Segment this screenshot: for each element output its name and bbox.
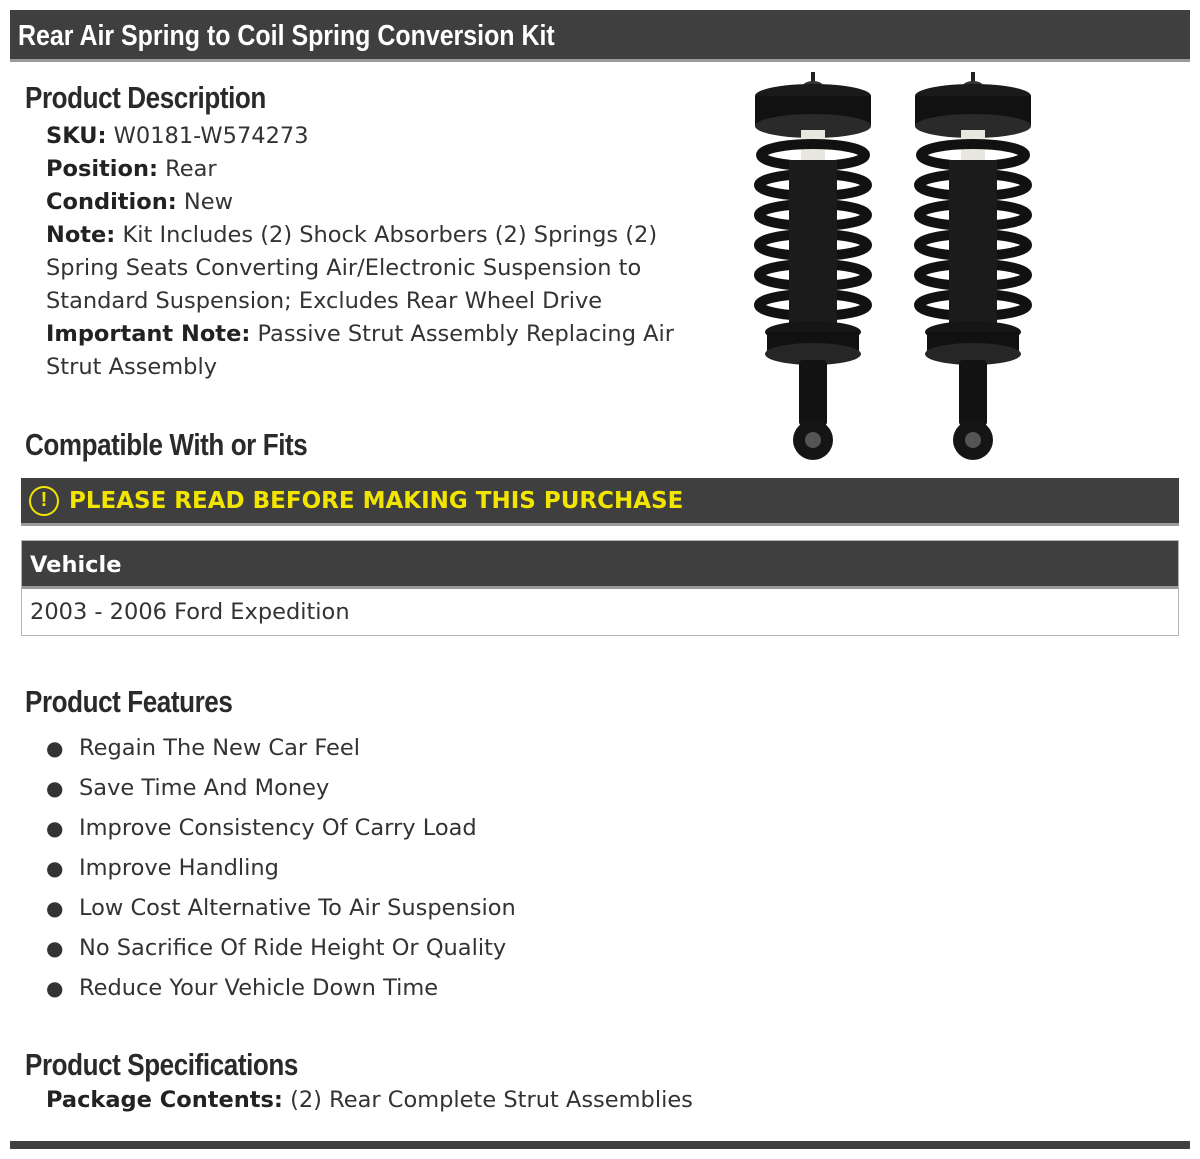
package-contents-row: [46, 1087, 693, 1113]
exclamation-circle-icon: !: [29, 486, 59, 516]
product-description-heading: Product Description: [25, 80, 266, 115]
important-note-value: Passive Strut Assembly Replacing Air Strut Assembly: [46, 321, 675, 380]
package-contents-label: Package Contents:: [46, 1087, 283, 1113]
list-item: ● Improve Handling: [46, 855, 279, 881]
important-note-row: [46, 318, 736, 384]
list-item: ● No Sacrifice Of Ride Height Or Quality: [46, 935, 507, 961]
features-list: [46, 728, 516, 1008]
sku-label: SKU:: [46, 123, 107, 149]
list-item: ● Improve Consistency Of Carry Load: [46, 815, 477, 841]
position-row: [46, 153, 736, 186]
vehicle-table: [21, 540, 1179, 636]
note-row: [46, 219, 736, 318]
page-title-bar: [10, 10, 1190, 62]
vehicle-table-row: 2003 - 2006 Ford Expedition: [30, 599, 350, 625]
product-specifications-heading: Product Specifications: [25, 1047, 298, 1082]
list-item: ● Save Time And Money: [46, 775, 330, 801]
list-item: ● Regain The New Car Feel: [46, 735, 360, 761]
condition-label: Condition:: [46, 189, 177, 215]
note-label: Note:: [46, 222, 116, 248]
list-item: ● Low Cost Alternative To Air Suspension: [46, 895, 516, 921]
vehicle-table-header: Vehicle: [22, 541, 1178, 589]
list-item: ● Reduce Your Vehicle Down Time: [46, 975, 439, 1001]
alert-text: PLEASE READ BEFORE MAKING THIS PURCHASE: [69, 487, 684, 514]
sku-row: [46, 120, 736, 153]
condition-value: New: [183, 189, 233, 215]
condition-row: [46, 186, 736, 219]
compatible-heading: Compatible With or Fits: [25, 427, 308, 462]
strut-assembly-left: [755, 72, 871, 460]
note-value: Kit Includes (2) Shock Absorbers (2) Springs (2) Spring Seats Converting Air/Electronic Suspension to Standard Suspension; Excludes Rear Wheel Drive: [46, 222, 658, 314]
purchase-alert: [21, 478, 1179, 526]
product-features-heading: Product Features: [25, 684, 233, 719]
sku-value: W0181-W574273: [113, 123, 309, 149]
bottom-divider: [10, 1141, 1190, 1149]
position-label: Position:: [46, 156, 158, 182]
product-image: [745, 70, 1045, 470]
position-value: Rear: [165, 156, 217, 182]
product-description: [46, 120, 736, 384]
package-contents-value: (2) Rear Complete Strut Assemblies: [290, 1087, 693, 1113]
important-note-label: Important Note:: [46, 321, 251, 347]
page-title: Rear Air Spring to Coil Spring Conversion Kit: [18, 20, 555, 52]
strut-assembly-right: [915, 72, 1031, 460]
